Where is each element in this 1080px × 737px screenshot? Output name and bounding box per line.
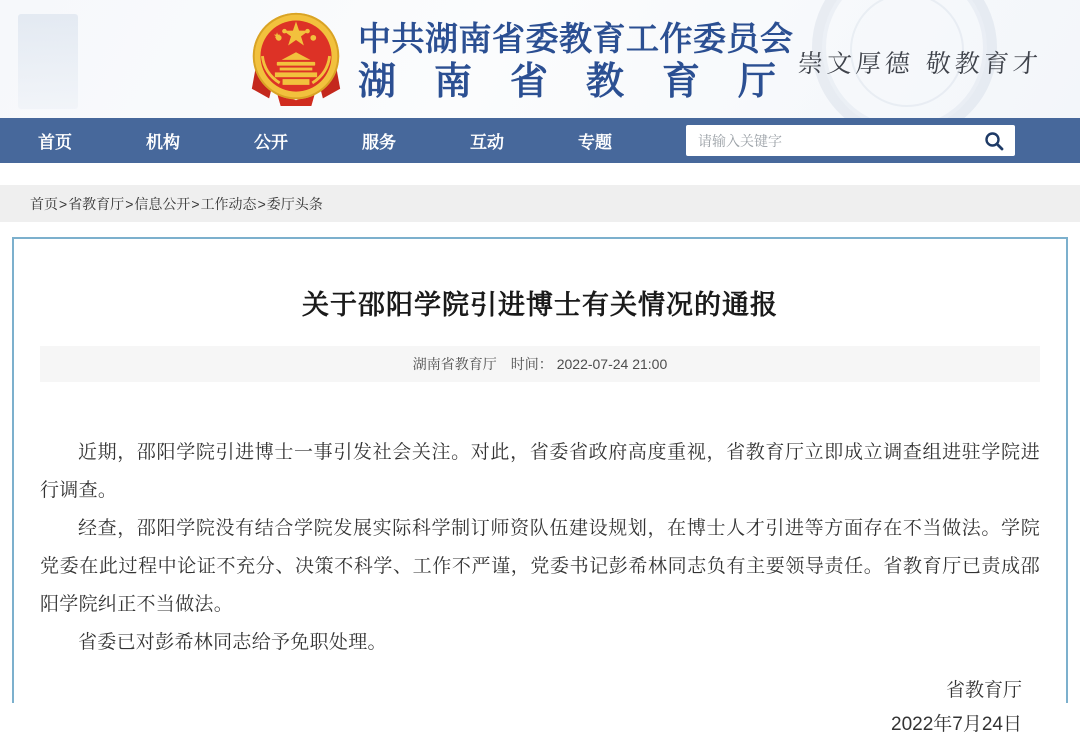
site-header [0,0,1080,118]
article-meta-bar [40,346,1040,382]
header-watermark [18,14,78,109]
org-titles [358,13,814,104]
article-paragraph: 近期，邵阳学院引进博士一事引发社会关注。对此，省委省政府高度重视，省教育厅立即成立调查组进驻学院进行调查。 [40,442,1040,501]
breadcrumb-headline[interactable]: 委厅头条 [266,195,323,212]
nav-item-service[interactable]: 服务 [362,133,396,152]
header-branding [248,8,814,108]
breadcrumb [0,185,1080,222]
article-container [12,237,1068,735]
signature-date: 2022年7月24日 [891,714,1022,735]
search-box [686,125,1015,156]
search-button[interactable] [981,128,1007,154]
breadcrumb-separator: > [257,195,266,212]
breadcrumb-separator: > [125,195,134,212]
breadcrumb-info[interactable]: 信息公开 [134,195,191,212]
article-paragraph: 经查，邵阳学院没有结合学院发展实际科学制订师资队伍建设规划，在博士人才引进等方面存在不当做法。学院党委在此过程中论证不充分、决策不科学、工作不严谨，党委书记彭希林同志负有主要领导责任。省教育厅已责成邵阳学院纠正不当做法。 [40,518,1040,615]
signature-org: 省教育厅 [945,680,1022,701]
article-body [40,434,1040,662]
article-signature-block [40,674,1040,737]
article-paragraph: 省委已对彭希林同志给予免职处理。 [78,632,387,653]
nav-item-interact[interactable]: 互动 [470,133,504,152]
breadcrumb-dynamics[interactable]: 工作动态 [200,195,257,212]
header-right [796,0,1052,118]
national-emblem-icon [248,8,344,108]
breadcrumb-separator: > [191,195,200,212]
org-name-committee: 中共湖南省委教育工作委员会 [358,19,794,57]
search-icon [984,131,1004,151]
nav-item-special[interactable]: 专题 [578,133,612,152]
article-time-label: 时间： [510,356,553,372]
breadcrumb-dept[interactable]: 省教育厅 [68,195,125,212]
nav-item-org[interactable]: 机构 [146,133,180,152]
breadcrumb-separator: > [59,195,68,212]
nav-item-home[interactable]: 首页 [38,133,72,152]
article-timestamp: 2022-07-24 21:00 [556,356,668,372]
article-source: 湖南省教育厅 [412,356,497,372]
nav-item-public[interactable]: 公开 [254,133,288,152]
org-name-department: 湖南省教育厅 [358,60,815,103]
search-input[interactable] [698,133,981,149]
motto-calligraphy: 崇文厚德 敬教育才 [796,49,1043,78]
breadcrumb-home[interactable]: 首页 [30,195,58,212]
main-nav [0,118,1080,163]
article-title: 关于邵阳学院引进博士有关情况的通报 [302,290,778,320]
